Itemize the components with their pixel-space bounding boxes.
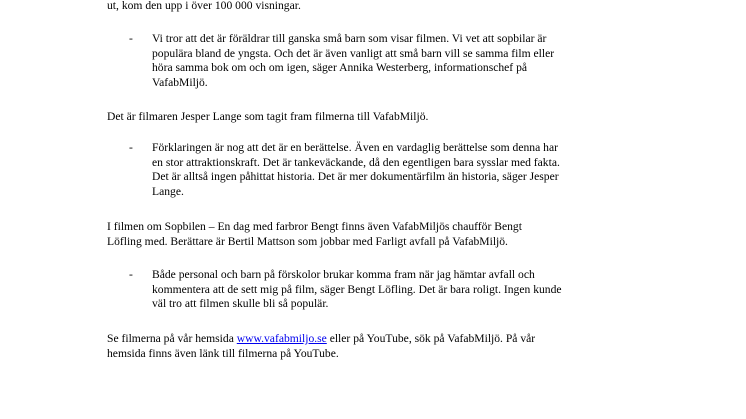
- text-segment: eller på YouTube, sök på VafabMiljö. På vår: [326, 332, 536, 345]
- text-line: VafabMiljö.: [152, 75, 208, 89]
- text-line: Vi tror att det är föräldrar till ganska små barn som visar filmen. Vi vet att sopbilar är: [152, 32, 547, 45]
- text-line: Både personal och barn på förskolor brukar komma fram när jag hämtar avfall och: [152, 268, 535, 281]
- text-line: Det är filmaren Jesper Lange som tagit fram filmerna till VafabMiljö.: [107, 110, 429, 123]
- bullet-dash: -: [129, 141, 133, 154]
- intro-tail-paragraph: [107, 0, 647, 14]
- bullet-dash: -: [129, 268, 133, 281]
- text-line: kommentera att de sett mig på film, säger Bengt Löfling. Det är bara roligt. Ingen kunde: [152, 282, 562, 296]
- website-link[interactable]: www.vafabmiljo.se: [236, 332, 327, 345]
- text-line: Förklaringen är nog att det är en berättelse. Även en vardaglig berättelse som denna har: [152, 141, 558, 154]
- filmmaker-paragraph: [107, 110, 647, 125]
- text-line: Det är alltså ingen påhittat historia. Det är mer dokumentärfilm än historia, säger Jesper: [152, 170, 559, 184]
- text-line: ut, kom den upp i över 100 000 visningar.: [107, 0, 301, 12]
- quote-jesper-text: [152, 141, 672, 199]
- text-line: väl tro att filmen skulle bli så populär.: [152, 297, 329, 311]
- text-line: Lange.: [152, 184, 184, 198]
- text-line: I filmen om Sopbilen – En dag med farbror Bengt finns även VafabMiljös chaufför Bengt: [107, 220, 522, 233]
- text-line: höra samma bok om och om igen, säger Annika Westerberg, informationschef på: [152, 61, 528, 75]
- film-credits-paragraph: [107, 220, 647, 249]
- bullet-dash: -: [129, 32, 133, 45]
- text-segment: Se filmerna på vår hemsida: [107, 332, 237, 345]
- quote-bengt-text: [152, 268, 672, 312]
- text-line: populära bland de yngsta. Och det är även vanligt att små barn vill se samma film eller: [152, 46, 555, 60]
- text-line: [107, 332, 647, 347]
- text-line: en stor attraktionskraft. Det är tankeväckande, då den egentligen bara sysslar med fakta.: [152, 155, 560, 169]
- text-line: hemsida finns även länk till filmerna på YouTube.: [107, 346, 339, 360]
- website-paragraph: [107, 332, 647, 361]
- text-line: Löfling med. Berättare är Bertil Mattson som jobbar med Farligt avfall på VafabMiljö.: [107, 234, 508, 248]
- quote-annika-text: [152, 32, 672, 90]
